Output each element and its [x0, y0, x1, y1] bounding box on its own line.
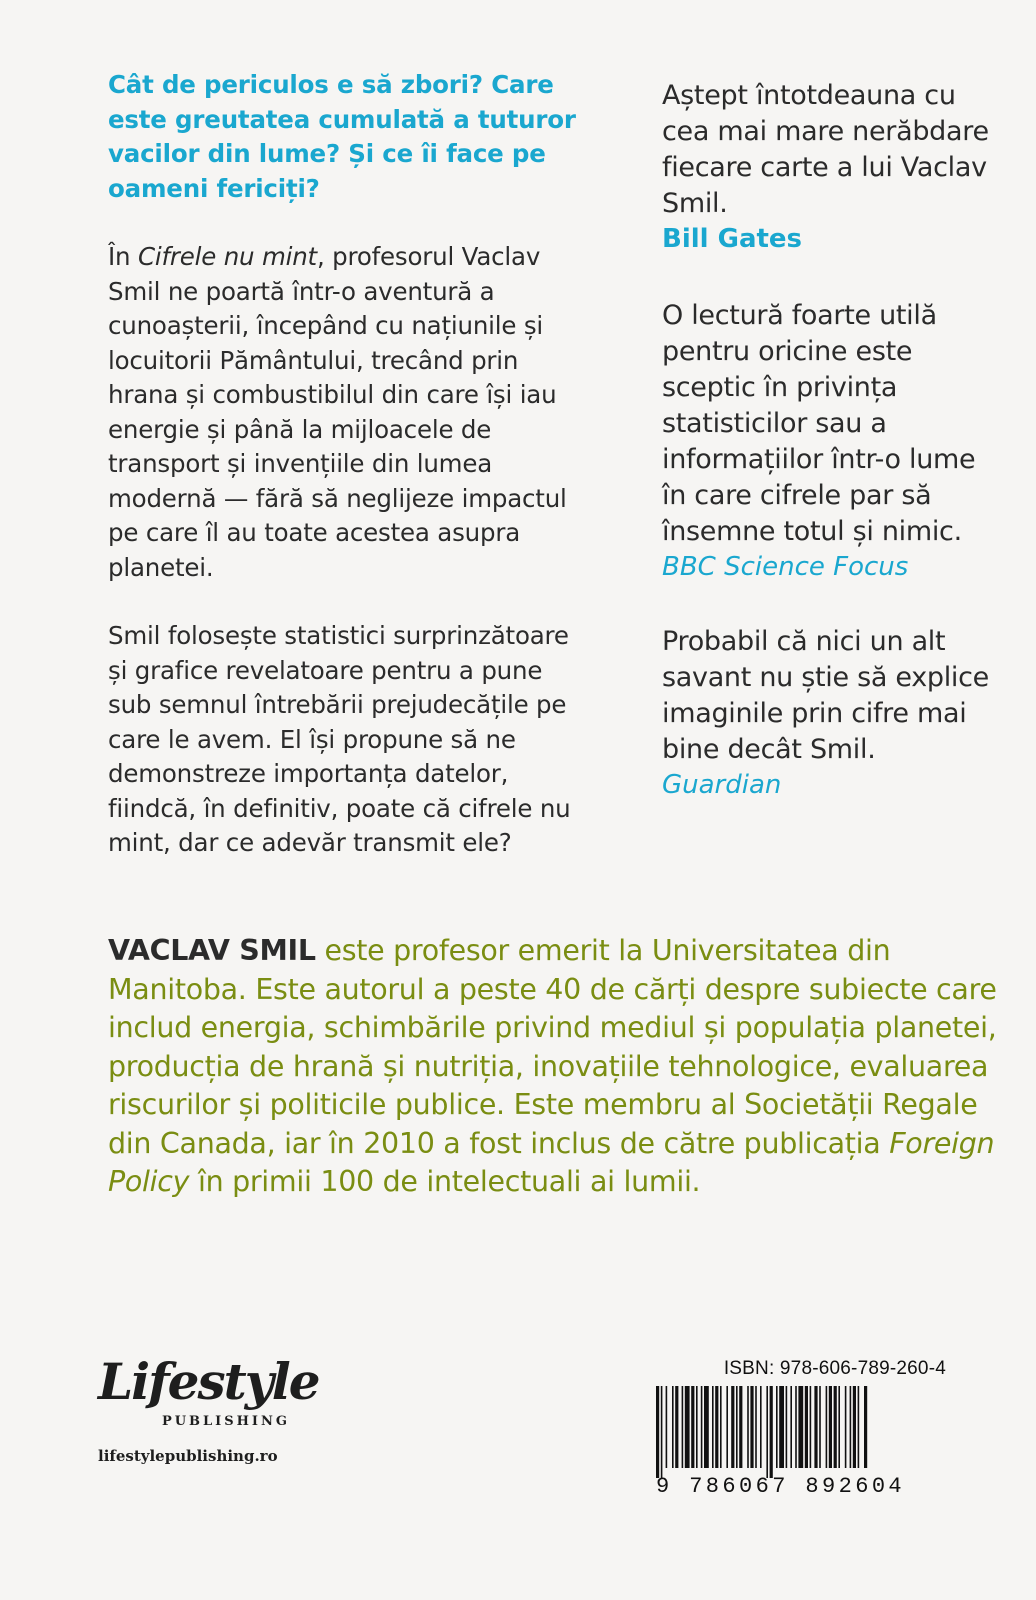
quote-text: Aștept întotdeauna cu cea mai mare nerăbdare fiecare carte a lui Vaclav Smil.: [662, 80, 989, 219]
quote-block: [662, 78, 1002, 256]
barcode-bar: [805, 1386, 808, 1468]
barcode-bar: [712, 1386, 714, 1468]
publisher-logo-wordmark: Lifestyle: [98, 1352, 319, 1411]
barcode-bar: [656, 1386, 659, 1478]
isbn-label: ISBN: 978-606-789-260-4: [723, 1358, 946, 1379]
barcode-bar: [760, 1386, 762, 1468]
barcode-bar: [750, 1386, 753, 1468]
barcode-bar: [691, 1386, 694, 1468]
description-paragraph-1: [108, 240, 578, 585]
barcode-bar: [829, 1386, 832, 1468]
right-column-quotes: [662, 78, 1002, 802]
quote-block: [662, 298, 1002, 584]
quote-source: BBC Science Focus: [662, 552, 909, 582]
bio-italic: Foreign Policy: [108, 1126, 995, 1198]
quote-source: Guardian: [662, 770, 782, 800]
barcode-bar: [685, 1386, 690, 1468]
barcode-bar: [720, 1386, 722, 1468]
book-title-italic: Cifrele nu mint: [137, 242, 317, 271]
author-name: VACLAV SMIL: [108, 934, 316, 967]
barcode-bar: [682, 1386, 684, 1468]
barcode-bar: [726, 1386, 728, 1468]
barcode-bar: [696, 1386, 698, 1468]
barcode-icon: [652, 1386, 948, 1478]
barcode-bar: [747, 1386, 749, 1468]
barcode-bar: [853, 1386, 856, 1468]
barcode-bar: [864, 1386, 867, 1468]
barcode-bar: [814, 1386, 817, 1468]
barcode-bar: [826, 1386, 828, 1468]
barcode-bar: [858, 1386, 860, 1468]
para1-pre: În: [108, 242, 138, 271]
barcode-digits: 9 786067 892604: [656, 1474, 906, 1499]
bio-text-post: în primii 100 de intelectuali ai lumii.: [189, 1165, 701, 1198]
bio-text-pre: este profesor emerit la Universitatea din Manitoba. Este autorul a peste 40 de cărți despre subiecte care includ energia, schimbările privind mediul și populația planetei, producția de hrană și nutriția, inovațiile tehnologice, evaluarea riscurilor și politicile publice. Este membru al Societății Regale din Canada, iar în 2010 a fost inclus de către publicația: [108, 934, 997, 1160]
barcode-bar: [701, 1386, 703, 1468]
barcode-bar: [755, 1386, 757, 1468]
barcode-bar: [731, 1386, 734, 1468]
description-paragraph-2: Smil folosește statistici surprinzătoare și grafice revelatoare pentru a pune sub semnul întrebării prejudecățile pe care le avem. El își propune să ne demonstreze importanța datelor, fiindcă, în definitiv, poate că cifrele nu mint, dar ce adevăr transmit ele?: [108, 621, 571, 857]
barcode-bar: [790, 1386, 792, 1468]
quote-text: Probabil că nici un alt savant nu știe să explice imaginile prin cifre mai bine decât Smil.: [662, 626, 989, 765]
quote-text: O lectură foarte utilă pentru oricine este sceptic în privința statisticilor sau a informațiilor într-o lume în care cifrele par să însemne totul și nimic.: [662, 300, 976, 547]
publisher-logo-subtitle: PUBLISHING: [161, 1414, 290, 1429]
barcode-bar: [739, 1386, 742, 1468]
barcode-bar: [786, 1386, 788, 1468]
barcode-bar: [850, 1386, 852, 1468]
barcode-bar: [675, 1386, 678, 1468]
publisher-url: lifestylepublishing.ro: [98, 1447, 278, 1465]
author-bio: [108, 932, 1008, 1202]
barcode-bar: [704, 1386, 709, 1468]
barcode-bar: [795, 1386, 797, 1468]
barcode-bar: [819, 1386, 821, 1468]
para1-post: , profesorul Vaclav Smil ne poartă într-o aventură a cunoașterii, începând cu națiunile și locuitorii Pământului, trecând prin hrana și combustibilul din care își iau energie și până la mijloacele de transport și invențiile din lumea modernă — fără să neglijeze impactul pe care îl au toate acestea asupra planetei.: [108, 242, 567, 582]
lead-questions: Cât de periculos e să zbori? Care este greutatea cumulată a tuturor vacilor din lume? Și ce îi face pe oameni fericiți?: [108, 70, 576, 203]
barcode-bar: [798, 1386, 803, 1468]
barcode-bar: [666, 1386, 668, 1468]
barcode-bar: [845, 1386, 847, 1468]
barcode-bar: [672, 1386, 674, 1468]
barcode-bar: [770, 1386, 773, 1478]
barcode-bar: [834, 1386, 837, 1468]
barcode-bar: [810, 1386, 812, 1468]
left-column: [108, 68, 578, 861]
barcode-bar: [661, 1386, 663, 1478]
barcode-bar: [766, 1386, 768, 1478]
quote-source: Bill Gates: [662, 224, 803, 254]
publisher-logo: [98, 1352, 319, 1465]
isbn-barcode-block: [652, 1358, 948, 1499]
barcode-bar: [779, 1386, 784, 1468]
barcode-bar: [838, 1386, 840, 1468]
barcode-bar: [736, 1386, 738, 1468]
barcode-bar: [776, 1386, 778, 1468]
barcode-bar: [715, 1386, 718, 1468]
quote-block: [662, 624, 1002, 802]
